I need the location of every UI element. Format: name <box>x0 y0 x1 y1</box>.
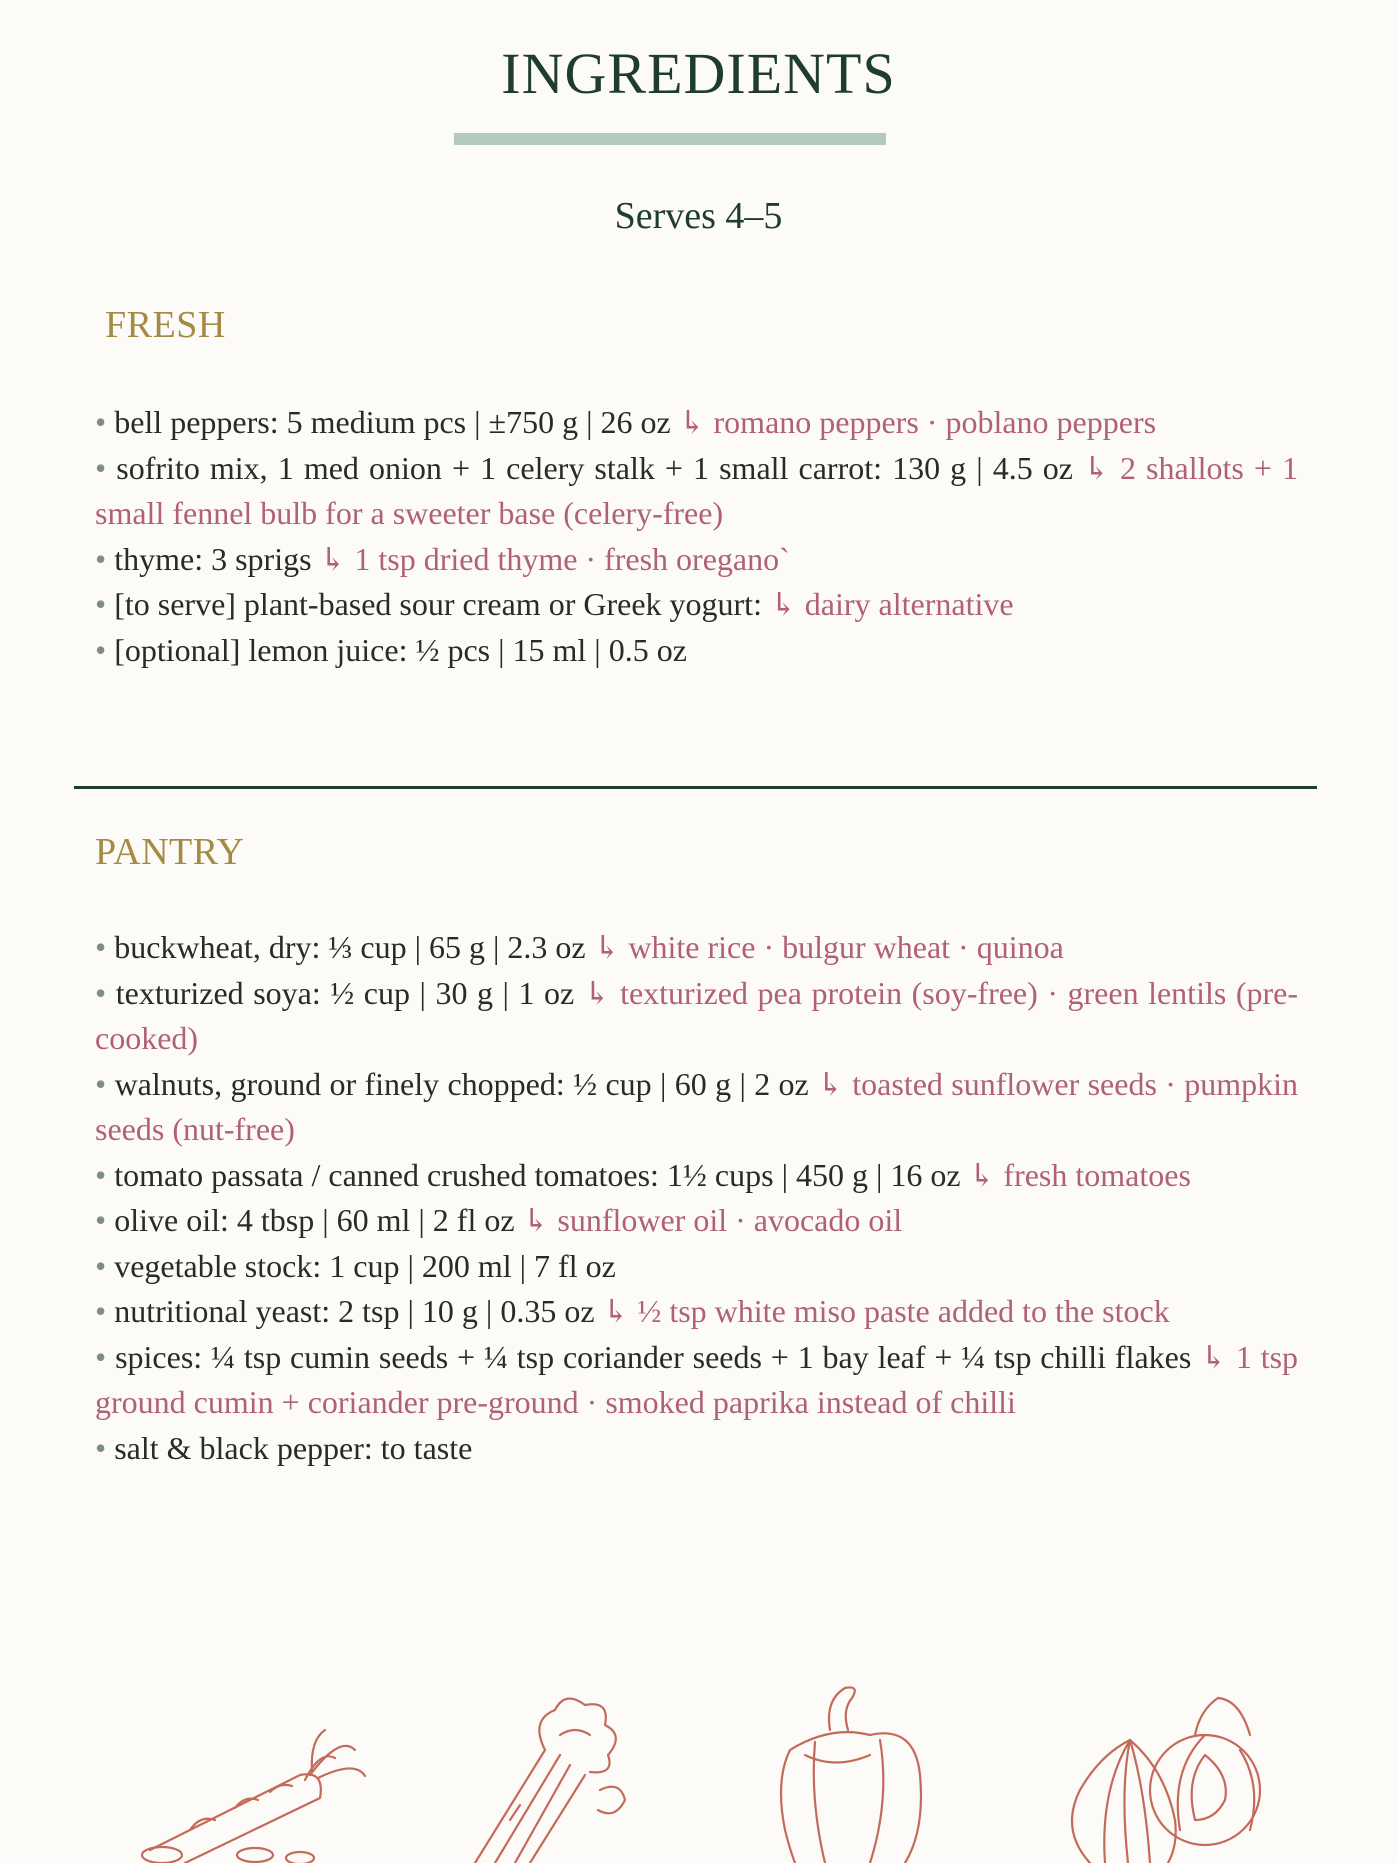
ingredient-alternative: ↳ ½ tsp white miso paste added to the stock <box>602 1293 1170 1329</box>
page-title: INGREDIENTS <box>501 41 896 106</box>
list-item: • thyme: 3 sprigs ↳ 1 tsp dried thyme · fresh oregano` <box>95 540 790 577</box>
ingredient-alternative: ↳ fresh tomatoes <box>968 1156 1191 1193</box>
ingredient-alternative: ↳ texturized pea protein (soy-free) · green lentils (pre-cooked) <box>95 974 1299 1056</box>
list-item: • bell peppers: 5 medium pcs | ±750 g | 26 oz ↳ romano peppers · poblano peppers <box>95 404 1157 440</box>
list-item: • [to serve] plant-based sour cream or Greek yogurt: ↳ dairy alternative <box>95 586 1014 622</box>
list-item: • texturized soya: ½ cup | 30 g | 1 oz ↳ texturized pea protein (soy-free) · green lentils (pre-cooked) <box>95 974 1299 1056</box>
ingredient-text: sofrito mix, 1 med onion + 1 celery stalk + 1 small carrot: 130 g | 4.5 oz <box>116 449 1073 486</box>
list-item: • tomato passata / canned crushed tomatoes: 1½ cups | 450 g | 16 oz ↳ fresh tomatoes <box>95 1156 1191 1193</box>
list-item: • spices: ¼ tsp cumin seeds + ¼ tsp coriander seeds + 1 bay leaf + ¼ tsp chilli flakes ↳ 1 tsp ground cumin + coriander pre-ground · smoked paprika instead of chilli <box>95 1338 1299 1420</box>
bell-pepper-icon <box>781 1687 921 1863</box>
ingredient-text: spices: ¼ tsp cumin seeds + ¼ tsp coriander seeds + 1 bay leaf + ¼ tsp chilli flakes <box>115 1338 1192 1375</box>
onion-icon <box>1072 1698 1260 1863</box>
list-item: • nutritional yeast: 2 tsp | 10 g | 0.35 oz ↳ ½ tsp white miso paste added to the stock <box>95 1293 1170 1329</box>
ingredient-text: olive oil: 4 tbsp | 60 ml | 2 fl oz <box>114 1202 515 1238</box>
ingredient-alternative: ↳ 1 tsp ground cumin + coriander pre-ground · smoked paprika instead of chilli <box>95 1338 1299 1420</box>
vegetable-illustrations <box>0 1680 1397 1863</box>
ingredient-text: bell peppers: 5 medium pcs | ±750 g | 26 oz <box>114 404 671 440</box>
ingredient-alternative: ↳ toasted sunflower seeds · pumpkin seeds (nut-free) <box>95 1065 1299 1147</box>
ingredient-text: tomato passata / canned crushed tomatoes: 1½ cups | 450 g | 16 oz <box>114 1156 961 1193</box>
ingredient-text: walnuts, ground or finely chopped: ½ cup | 60 g | 2 oz <box>114 1065 809 1102</box>
ingredient-alternative: ↳ romano peppers · poblano peppers <box>678 404 1157 440</box>
celery-icon <box>475 1699 625 1863</box>
ingredient-text: [optional] lemon juice: ½ pcs | 15 ml | 0.5 oz <box>114 631 687 668</box>
list-item: • vegetable stock: 1 cup | 200 ml | 7 fl oz <box>95 1247 616 1284</box>
pantry-list <box>95 925 1298 1471</box>
fresh-heading: FRESH <box>105 304 226 346</box>
ingredient-alternative: ↳ 1 tsp dried thyme · fresh oregano` <box>319 540 790 577</box>
list-item: • walnuts, ground or finely chopped: ½ cup | 60 g | 2 oz ↳ toasted sunflower seeds · pumpkin seeds (nut-free) <box>95 1065 1299 1147</box>
ingredient-text: thyme: 3 sprigs <box>114 540 312 577</box>
fresh-list <box>95 400 1298 673</box>
ingredient-text: buckwheat, dry: ⅓ cup | 65 g | 2.3 oz <box>114 929 586 965</box>
ingredient-alternative: ↳ dairy alternative <box>769 586 1014 622</box>
list-item: • buckwheat, dry: ⅓ cup | 65 g | 2.3 oz ↳ white rice · bulgur wheat · quinoa <box>95 929 1064 965</box>
serves-label: Serves 4–5 <box>614 195 783 237</box>
list-item: • [optional] lemon juice: ½ pcs | 15 ml | 0.5 oz <box>95 631 687 668</box>
title-underline <box>454 133 886 145</box>
ingredient-alternative: ↳ white rice · bulgur wheat · quinoa <box>593 929 1064 965</box>
ingredient-alternative: ↳ 2 shallots + 1 small fennel bulb for a sweeter base (celery-free) <box>95 449 1299 531</box>
ingredient-text: nutritional yeast: 2 tsp | 10 g | 0.35 oz <box>114 1293 595 1329</box>
section-divider <box>74 786 1317 789</box>
carrot-icon <box>142 1730 365 1863</box>
pantry-heading: PANTRY <box>95 831 245 873</box>
list-item: • sofrito mix, 1 med onion + 1 celery stalk + 1 small carrot: 130 g | 4.5 oz ↳ 2 shallots + 1 small fennel bulb for a sweeter base (celery-free) <box>95 449 1299 531</box>
ingredient-text: texturized soya: ½ cup | 30 g | 1 oz <box>115 974 575 1011</box>
ingredient-text: salt & black pepper: to taste <box>114 1429 473 1466</box>
ingredient-text: [to serve] plant-based sour cream or Greek yogurt: <box>114 586 762 622</box>
list-item: • salt & black pepper: to taste <box>95 1429 473 1466</box>
list-item: • olive oil: 4 tbsp | 60 ml | 2 fl oz ↳ sunflower oil · avocado oil <box>95 1202 903 1238</box>
ingredient-alternative: ↳ sunflower oil · avocado oil <box>522 1202 903 1238</box>
ingredient-text: vegetable stock: 1 cup | 200 ml | 7 fl oz <box>114 1247 616 1284</box>
